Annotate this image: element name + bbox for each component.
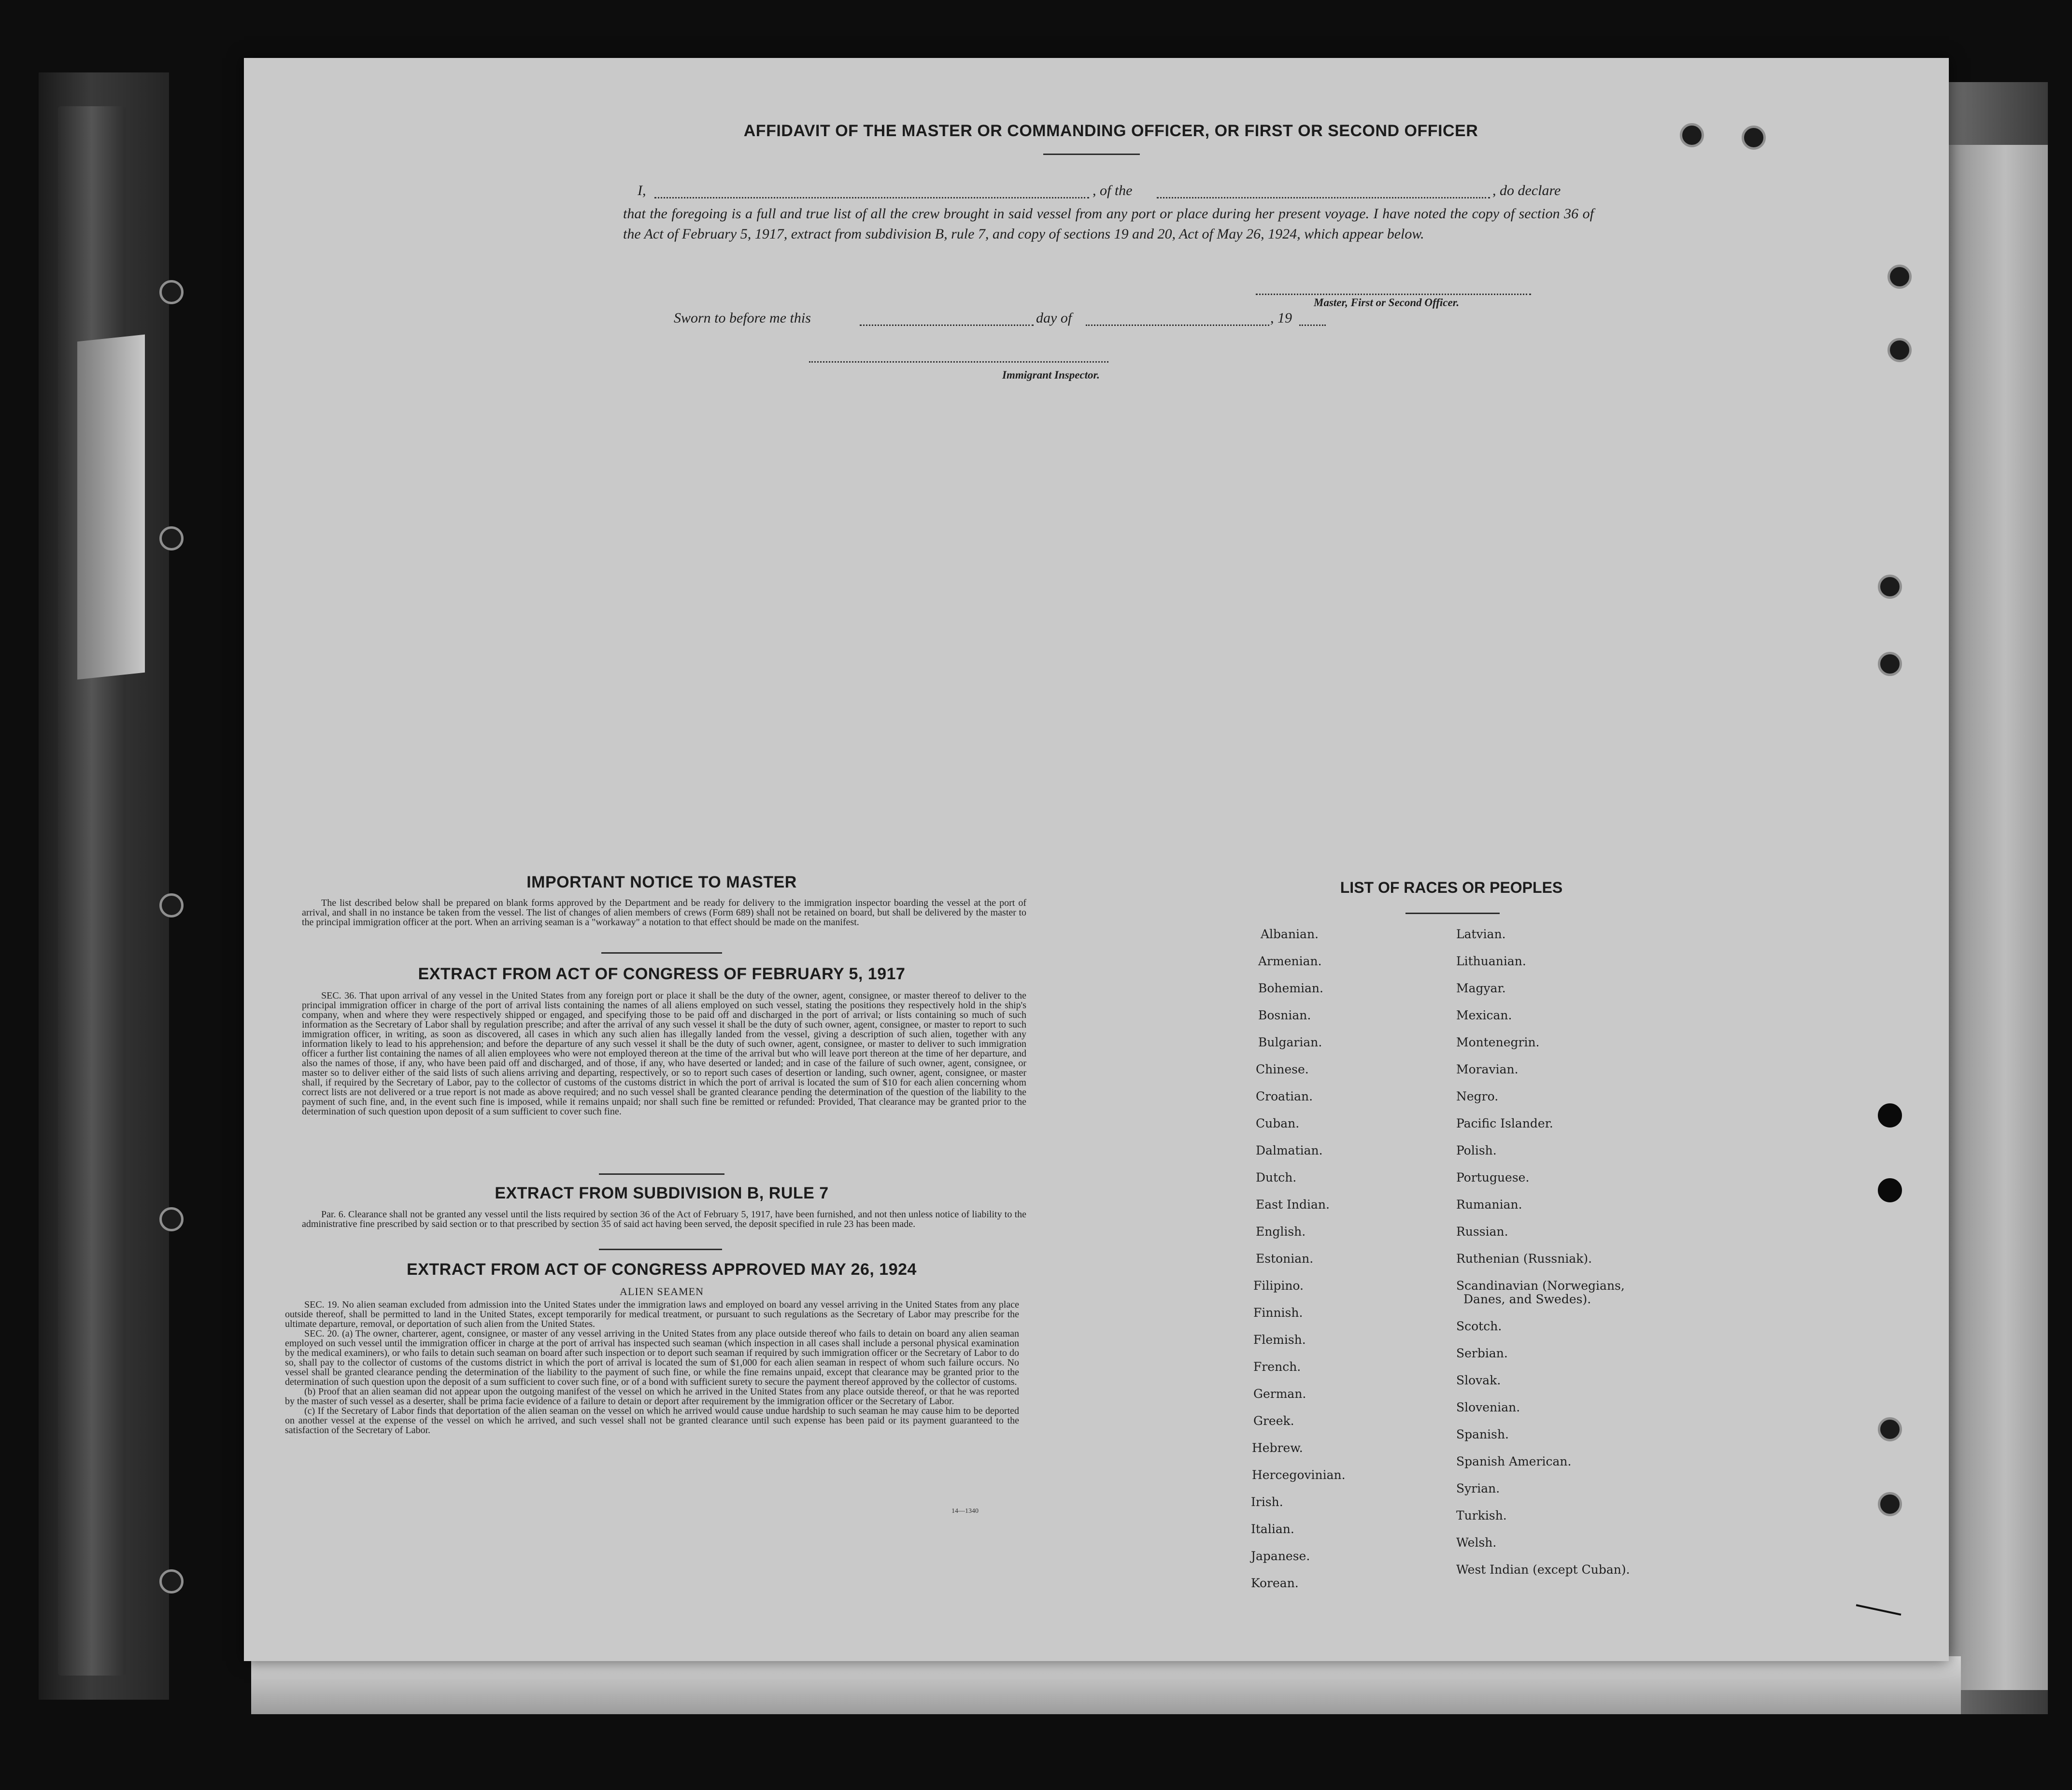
extract-rule7-title: EXTRACT FROM SUBDIVISION B, RULE 7 [495,1184,829,1202]
punch-hole [1878,652,1902,676]
punch-hole [1742,126,1766,150]
punch-hole [1878,1103,1902,1128]
race-item: Finnish. [1253,1306,1303,1320]
race-item: German. [1253,1387,1306,1401]
sec-19: SEC. 19. No alien seaman excluded from admission into the United States under the immigration laws and employed on board any vessel arriving in the United States from any place outside thereof, shall be permitted to land in the United States, except temporarily for medical treatment, or pursuant to such regulations as the Secretary of Labor may prescribe for the ultimate departure, removal, or deportation of such alien from the United States. [285,1299,1019,1329]
race-item: English. [1256,1225,1306,1239]
race-item: Portuguese. [1456,1170,1530,1184]
race-item: Danes, and Swedes). [1463,1292,1591,1306]
vessel-blank [1157,197,1490,198]
race-item: Filipino. [1253,1279,1304,1293]
signature-line [1256,294,1531,295]
race-item: Hebrew. [1252,1441,1303,1455]
divider [599,1173,724,1175]
punch-hole [1878,1178,1902,1202]
races-title: LIST OF RACES OR PEOPLES [1340,879,1563,896]
race-item: Greek. [1253,1414,1294,1428]
race-item: Cuban. [1256,1116,1300,1130]
race-item: Mexican. [1456,1008,1512,1022]
race-item: East Indian. [1256,1198,1330,1212]
race-item: Scotch. [1456,1319,1502,1333]
punch-hole [1878,1417,1902,1441]
divider [599,1249,722,1250]
form-number: 14—1340 [951,1508,979,1515]
race-item: Bosnian. [1258,1008,1311,1022]
binder-hole [159,1207,184,1231]
sheet-bottom-edge [251,1656,1961,1714]
sworn-prefix: Sworn to before me this [674,310,811,326]
punch-hole [1888,338,1912,362]
adjacent-page-edge [77,335,145,680]
race-item: Hercegovinian. [1252,1468,1346,1482]
punch-hole [1888,265,1912,289]
race-item: Flemish. [1253,1333,1306,1347]
race-item: Polish. [1456,1143,1497,1157]
binder-hole [159,893,184,917]
race-item: Rumanian. [1456,1198,1522,1212]
race-item: Syrian. [1456,1481,1500,1495]
race-item: Spanish. [1456,1427,1509,1441]
race-item: Estonian. [1256,1252,1314,1266]
punch-hole [1878,1492,1902,1516]
race-item: Turkish. [1456,1508,1507,1522]
affidavit-of-the: , of the [1093,183,1133,198]
day-blank [860,324,1034,326]
sworn-year: , 19 [1270,310,1292,326]
race-item: Armenian. [1258,954,1322,968]
race-item: Albanian. [1261,927,1319,941]
race-item: Bulgarian. [1258,1035,1322,1049]
race-item: Montenegrin. [1456,1035,1540,1049]
race-item: Negro. [1456,1089,1499,1103]
race-item: Italian. [1251,1522,1294,1536]
punch-hole [1680,123,1704,147]
race-item: French. [1253,1360,1301,1374]
sec-20b: (b) Proof that an alien seaman did not appear upon the outgoing manifest of the vessel on which he arrived in the United States from any place outside thereof, or that he was reported by the master of such vessel as a deserter, shall be prima facie evidence of a failure to detain or deport after requirement by the immigration officer or the Secretary of Labor. [285,1386,1019,1407]
race-item: Pacific Islander. [1456,1116,1553,1130]
affidavit-i: I, [638,183,646,198]
inspector-label: Immigrant Inspector. [1002,369,1100,381]
underlying-sheet [1942,145,2048,1690]
extract-1924-text [285,1300,1019,1435]
extract-1917-text [302,991,1026,1116]
race-item: Slovenian. [1456,1400,1520,1414]
race-item: Moravian. [1456,1062,1519,1076]
race-item: Magyar. [1456,981,1506,995]
sec-20a: SEC. 20. (a) The owner, charterer, agent, consignee, or master of any vessel arriving in the United States from any place outside thereof who fails to detain on board any alien seaman employed on such vessel until the immigration officer in charge at the port of arrival has inspected such seaman (which inspection in all cases shall include a personal physical examination by the medical examiners), or who fails to detain such seaman on board after such inspection or to deport such seaman if required by such immigration officer or the Secretary of Labor to do so, shall pay to the collector of customs of the customs district in which the port of arrival is located the sum of $1,000 for each alien seaman in respect of whom such failure occurs. No vessel shall be granted clearance pending the determination of the liability to the payment of such fine, or while the fine remains unpaid, except that clearance may be granted prior to the determination of such question upon the deposit of a sum sufficient to cover such fine, or of a bond with sufficient surety to secure the payment thereof approved by the collector of customs. [285,1328,1019,1387]
affidavit-paragraph: that the foregoing is a full and true list of all the crew brought in said vessel from any port or place during her present voyage. I have noted the copy of section 36 of the Act of February 5, 1917, extract from subdivision B, rule 7, and copy of sections 19 and 20, Act of May 26, 1924, which appear below. [623,206,1594,242]
month-blank [1086,324,1269,326]
race-item: Serbian. [1456,1346,1508,1360]
race-item: Irish. [1251,1495,1283,1509]
races-underline [1405,913,1500,914]
race-item: Ruthenian (Russniak). [1456,1252,1592,1266]
race-item: Dalmatian. [1256,1143,1323,1157]
extract-1924-title: EXTRACT FROM ACT OF CONGRESS APPROVED MAY 26, 1924 [407,1260,917,1279]
affidavit-title: AFFIDAVIT OF THE MASTER OR COMMANDING OFFICER, OR FIRST OR SECOND OFFICER [743,122,1478,140]
notice-paragraph: The list described below shall be prepared on blank forms approved by the Department and be ready for delivery to the immigration inspector boarding the vessel at the port of arrival, and shall in no instance be taken from the vessel. The list of changes of alien members of crews (Form 689) shall not be retained on board, but shall be delivered by the master to the principal immigration officer at the port. When an arriving seaman is a "workaway" a notation to that effect should be made on the manifest. [302,898,1026,928]
race-item: Korean. [1251,1576,1299,1590]
race-item: Russian. [1456,1225,1508,1239]
notice-text [302,898,1026,927]
extract-rule7-text [302,1210,1026,1229]
year-blank [1299,324,1326,326]
race-item: Dutch. [1256,1170,1297,1184]
signature-label: Master, First or Second Officer. [1314,296,1460,309]
binder-hole [159,280,184,304]
title-underline [1043,154,1140,155]
extract-rule7-paragraph: Par. 6. Clearance shall not be granted any vessel until the lists required by section 36 of the Act of February 5, 1917, have been furnished, and not then unless notice of liability to the administrative fine prescribed by said section or to that prescribed by section 35 of said act having been served, the deposit specified in rule 23 has been made. [302,1209,1026,1229]
binder-hole [159,526,184,550]
name-blank [654,197,1089,198]
race-item: Scandinavian (Norwegians, [1456,1279,1625,1293]
race-item: Chinese. [1256,1062,1309,1076]
race-item: West Indian (except Cuban). [1456,1563,1630,1577]
race-item: Japanese. [1251,1549,1310,1563]
race-item: Lithuanian. [1456,954,1526,968]
inspector-line [809,361,1108,363]
extract-1924-subtitle: ALIEN SEAMEN [620,1285,704,1297]
race-item: Croatian. [1256,1089,1313,1103]
notice-title: IMPORTANT NOTICE TO MASTER [526,873,797,891]
punch-hole [1878,575,1902,599]
race-item: Latvian. [1456,927,1506,941]
race-item: Bohemian. [1258,981,1323,995]
affidavit-declare: , do declare [1492,183,1561,198]
race-item: Welsh. [1456,1536,1497,1550]
race-item: Spanish American. [1456,1454,1572,1468]
binder-hole [159,1569,184,1593]
extract-1917-title: EXTRACT FROM ACT OF CONGRESS OF FEBRUARY 5, 1917 [418,965,906,983]
sworn-day-of: day of [1036,310,1072,326]
extract-1917-paragraph: SEC. 36. That upon arrival of any vessel in the United States from any foreign port or place it shall be the duty of the owner, agent, consignee, or master thereof to deliver to the principal immigration officer in charge of the port of arrival lists containing the names of all aliens employed on such vessel, stating the positions they respectively hold in the ship's company, when and where they were respectively shipped or engaged, and specifying those to be paid off and discharged in the port of arrival; or lists containing so much of such information as the Secretary of Labor shall by regulation prescribe; and after the arrival of any such vessel it shall be the duty of such owner, agent, consignee, or master to report to such immigration officer, in writing, as soon as discovered, all cases in which any such alien has illegally landed from the vessel, giving a description of such alien, together with any information likely to lead to his apprehension; and before the departure of any such vessel it shall be the duty of such owner, agent, consignee, or master to deliver to such immigration officer a further list containing the names of all alien employees who were not employed thereon at the time of the arrival but who will leave port thereon at the time of her departure, and also the names of those, if any, who have been paid off and discharged, and of those, if any, who have deserted or landed; and in case of the failure of such owner, agent, consignee, or master so to deliver either of the said lists of such aliens arriving and departing, respectively, or so to report such cases of desertion or landing, such owner, agent, consignee, or master shall, if required by the Secretary of Labor, pay to the collector of customs of the customs district in which the port of arrival is located the sum of $10 for each alien concerning whom correct lists are not delivered or a true report is not made as above required; and no such vessel shall be granted clearance pending the determination of the question of the liability to the payment of such fine, and, in the event such fine is imposed, while it remains unpaid; nor shall such fine be remitted or refunded: Provided, That clearance may be granted prior to the determination of such question upon deposit of a sum sufficient to cover such fine. [302,990,1026,1117]
sec-20c: (c) If the Secretary of Labor finds that deportation of the alien seaman on the vessel on which he arrived would cause undue hardship to such seaman he may cause him to be deported on another vessel at the expense of the vessel on which he arrived, and such vessel shall not be granted clearance until such expense has been paid or its payment guaranteed to the satisfaction of the Secretary of Labor. [285,1406,1019,1436]
divider [601,952,722,954]
race-item: Slovak. [1456,1373,1501,1387]
